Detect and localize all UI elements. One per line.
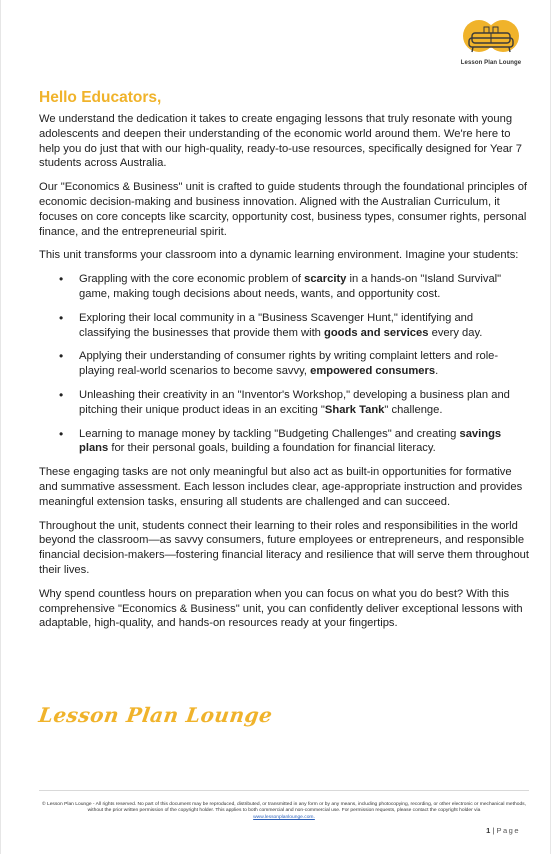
list-item: • Unleashing their creativity in an "Inventor's Workshop," developing a business plan and pitching their unique product ideas in an exciting "Shark Tank" challenge. (79, 388, 529, 418)
website-link[interactable]: www.lessonplanlounge.com. (253, 814, 315, 820)
signature: Lesson Plan Lounge (37, 703, 275, 727)
page-number: 1 | Page (486, 826, 520, 835)
closing-paragraph: Why spend countless hours on preparation when you can focus on what you do best? With this comprehensive "Economics & Business" unit, you can confidently deliver exceptional lessons with adaptable, high-quality, and hands-on resources ready at your fingertips. (39, 587, 523, 630)
transform-intro-paragraph: This unit transforms your classroom into a dynamic learning environment. Imagine your students: (39, 249, 519, 262)
footer-divider (39, 790, 529, 791)
list-item: • Exploring their local community in a "Business Scavenger Hunt," identifying and classifying the businesses that provide them with goods and services every day. (79, 311, 529, 341)
activity-list (39, 272, 529, 456)
copyright-text: © Lesson Plan Lounge - All rights reserved. No part of this document may be reproduced, distributed, or transmitted in any form or by any means, including photocopying, recording, or other electronic or mechanical methods, without the prior written permission of the copyright holder. This applies to both commercial and non-commercial use. For permission requests, please contact the copyright holder via (42, 802, 526, 814)
letter-body (39, 112, 529, 640)
greeting-heading: Hello Educators, (39, 89, 162, 106)
sofa-icon (460, 19, 522, 59)
list-item: • Applying their understanding of consumer rights by writing complaint letters and role-playing real-world scenarios to become savvy, empowered consumers. (79, 349, 529, 379)
assessment-paragraph: These engaging tasks are not only meaningful but also act as built-in opportunities for formative and summative assessment. Each lesson includes clear, age-appropriate instruction and provides meaningful extension tasks, ensuring all students are challenged and can succeed. (39, 466, 523, 508)
brand-logo (457, 19, 525, 71)
unit-description-paragraph: Our "Economics & Business" unit is crafted to guide students through the foundational principles of economic decision-making and business innovation. Aligned with the Australian Curriculum, it focuses on core concepts like scarcity, opportunity cost, business types, consumer rights, personal finance, and the entrepreneurial spirit. (39, 181, 528, 238)
footer-copyright (39, 802, 529, 821)
intro-paragraph: We understand the dedication it takes to create engaging lessons that truly resonate with young adolescents and deepen their understanding of the economic world around them. We're here to help you do just that with our high-quality, ready-to-use resources, specifically designed for Year 7 students across Australia. (39, 113, 522, 170)
list-item: • Grappling with the core economic problem of scarcity in a hands-on "Island Survival" game, making tough decisions about needs, wants, and opportunity cost. (79, 272, 529, 302)
logo-text: Lesson Plan Lounge (460, 60, 522, 66)
list-item: • Learning to manage money by tackling "Budgeting Challenges" and creating savings plans for their personal goals, building a foundation for financial literacy. (79, 427, 529, 457)
connection-paragraph: Throughout the unit, students connect their learning to their roles and responsibilities in the world beyond the classroom—as savvy consumers, future employees or entrepreneurs, and responsible financial decision-makers—fostering financial literacy and resilience that will serve them throughout their lives. (39, 519, 529, 576)
